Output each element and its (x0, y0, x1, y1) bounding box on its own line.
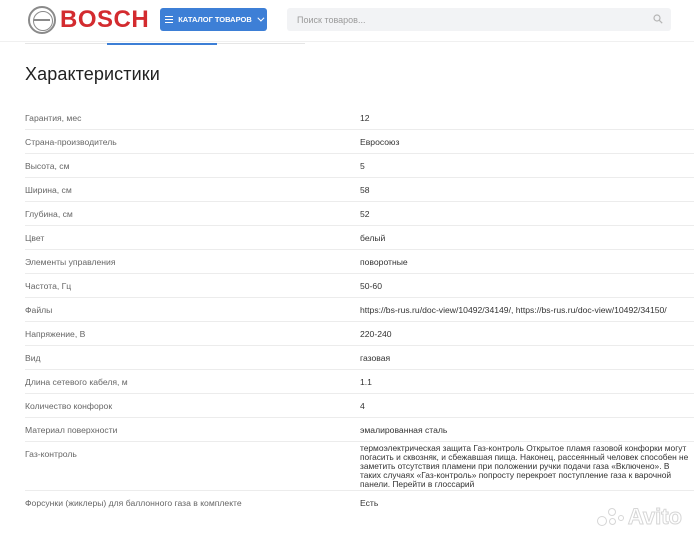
spec-label: Высота, см (25, 161, 70, 171)
spec-label: Форсунки (жиклеры) для баллонного газа в комплекте (25, 498, 242, 508)
spec-row (25, 322, 694, 346)
catalog-button[interactable] (160, 8, 267, 31)
specs-table (25, 106, 694, 515)
spec-label: Цвет (25, 233, 45, 243)
spec-label: Элементы управления (25, 257, 116, 267)
spec-value: белый (360, 233, 386, 243)
spec-value: 5 (360, 161, 365, 171)
spec-value: 220-240 (360, 329, 392, 339)
spec-label: Ширина, см (25, 185, 72, 195)
spec-label: Гарантия, мес (25, 113, 82, 123)
spec-value: 1.1 (360, 377, 372, 387)
spec-row (25, 106, 694, 130)
spec-row (25, 418, 694, 442)
spec-label: Глубина, см (25, 209, 73, 219)
spec-row (25, 346, 694, 370)
menu-icon (165, 16, 173, 23)
spec-label: Газ-контроль (25, 449, 77, 459)
spec-value: 50-60 (360, 281, 382, 291)
active-tab-indicator[interactable] (107, 43, 217, 45)
spec-label: Материал поверхности (25, 425, 118, 435)
bosch-logo[interactable] (28, 6, 149, 34)
avito-logo-icon (595, 506, 625, 528)
spec-row (25, 202, 694, 226)
spec-file-links[interactable]: https://bs-rus.ru/doc-view/10492/34149/, https://bs-rus.ru/doc-view/10492/34150/ (360, 305, 667, 315)
spec-label: Файлы (25, 305, 53, 315)
spec-value: Есть (360, 498, 379, 508)
search-input[interactable] (287, 8, 671, 31)
spec-value: 52 (360, 209, 370, 219)
catalog-button-label: КАТАЛОГ ТОВАРОВ (178, 15, 252, 24)
spec-row (25, 298, 694, 322)
search-box (287, 8, 671, 31)
spec-label: Страна-производитель (25, 137, 117, 147)
bosch-armature-icon (28, 6, 56, 34)
spec-value: газовая (360, 353, 391, 363)
spec-value: Евросоюз (360, 137, 400, 147)
avito-watermark (595, 504, 682, 530)
site-header (0, 0, 694, 42)
avito-watermark-text: Avito (627, 504, 682, 529)
spec-row (25, 250, 694, 274)
spec-row (25, 178, 694, 202)
spec-value: эмалированная сталь (360, 425, 448, 435)
spec-row (25, 130, 694, 154)
spec-label: Напряжение, В (25, 329, 86, 339)
section-title: Характеристики (25, 64, 160, 84)
search-icon[interactable] (653, 14, 663, 24)
spec-row (25, 491, 694, 515)
spec-row (25, 274, 694, 298)
spec-value: 12 (360, 113, 370, 123)
spec-row (25, 154, 694, 178)
spec-label: Частота, Гц (25, 281, 72, 291)
spec-value: 4 (360, 401, 365, 411)
logo-text: BOSCH (60, 6, 150, 33)
spec-label: Количество конфорок (25, 401, 113, 411)
spec-value: поворотные (360, 257, 408, 267)
spec-value-description: термоэлектрическая защита Газ-контроль Открытое пламя газовой конфорки могут погасить и сквозняк, и сбежавшая пища. Наконец, рассеянный человек способен не заметить отсутствия пламени при положении ручки подачи газа «Включено». В таких случаях «Газ-контроль» попросту перекроет поступление газа к варочной панели. Перейти в глоссарий (360, 443, 689, 489)
spec-value: 58 (360, 185, 370, 195)
spec-row (25, 226, 694, 250)
spec-label: Вид (25, 353, 41, 363)
spec-row (25, 442, 694, 491)
spec-row (25, 370, 694, 394)
chevron-down-icon (257, 15, 264, 22)
spec-label: Длина сетевого кабеля, м (25, 377, 128, 387)
spec-row (25, 394, 694, 418)
